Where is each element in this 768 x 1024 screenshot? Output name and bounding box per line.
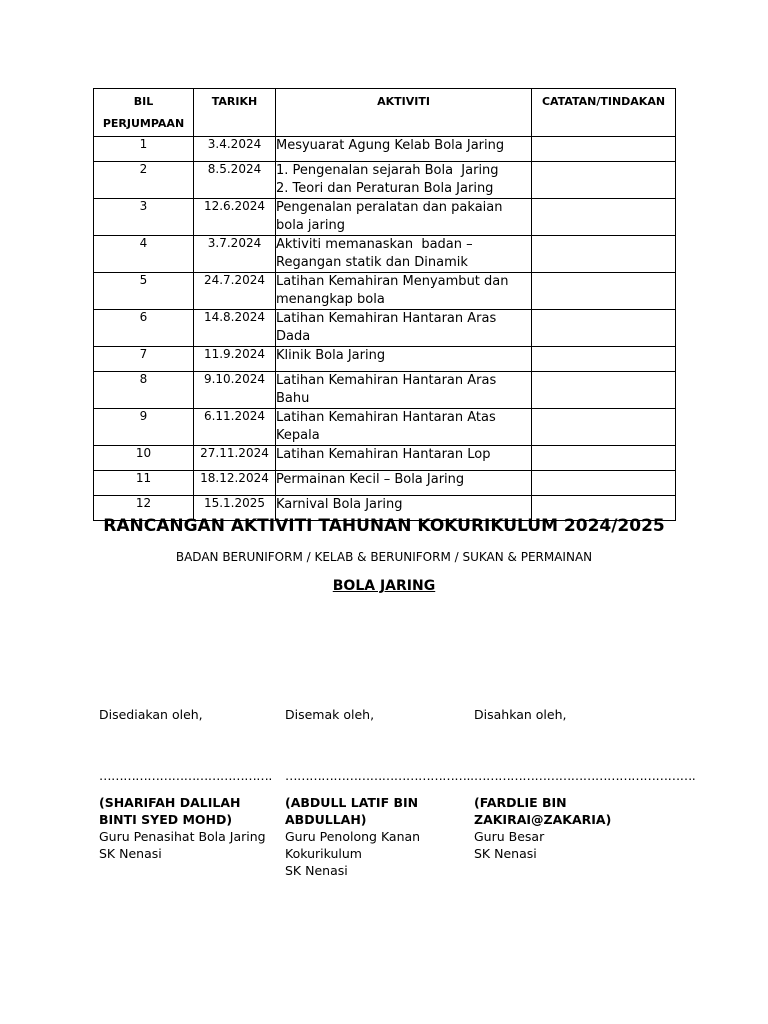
cell-tarikh-text: 27.11.2024 bbox=[200, 446, 269, 460]
cell-catatan bbox=[532, 310, 676, 347]
cell-aktiviti-text: Latihan Kemahiran Hantaran Lop bbox=[276, 447, 491, 462]
cell-aktiviti bbox=[276, 162, 532, 199]
cell-tarikh bbox=[194, 199, 276, 236]
cell-aktiviti bbox=[276, 199, 532, 236]
table-row bbox=[94, 162, 676, 199]
cell-aktiviti-text: Mesyuarat Agung Kelab Bola Jaring bbox=[276, 138, 505, 153]
header-catatan: CATATAN/TINDAKAN bbox=[532, 89, 676, 137]
table-row bbox=[94, 310, 676, 347]
cell-aktiviti-text: Karnival Bola Jaring bbox=[276, 497, 403, 512]
signature-prepared-by bbox=[99, 706, 272, 862]
signature-label: Disediakan oleh, bbox=[99, 707, 203, 722]
cell-tarikh bbox=[194, 347, 276, 372]
cell-aktiviti-text: Latihan Kemahiran Hantaran Atas Kepala bbox=[276, 410, 500, 443]
header-tarikh: TARIKH bbox=[194, 89, 276, 137]
cell-bil-text: 11 bbox=[135, 471, 152, 485]
cell-catatan bbox=[532, 372, 676, 409]
cell-tarikh bbox=[194, 310, 276, 347]
cell-bil bbox=[94, 162, 194, 199]
cell-catatan bbox=[532, 162, 676, 199]
cell-bil-text: 9 bbox=[139, 409, 148, 423]
signatory-name: (ABDULL LATIF BIN ABDULLAH) bbox=[285, 795, 419, 827]
cell-tarikh bbox=[194, 409, 276, 446]
cell-aktiviti bbox=[276, 446, 532, 471]
table-row bbox=[94, 236, 676, 273]
cell-aktiviti bbox=[276, 273, 532, 310]
cell-tarikh-text: 6.11.2024 bbox=[203, 409, 266, 423]
cell-bil bbox=[94, 236, 194, 273]
signatory-position: Guru Penolong Kanan Kokurikulum bbox=[285, 829, 421, 861]
header-bil-line2: PERJUMPAAN bbox=[102, 117, 185, 130]
cell-aktiviti-text: Latihan Kemahiran Menyambut dan menangkap bola bbox=[276, 274, 513, 307]
cell-bil bbox=[94, 372, 194, 409]
cell-aktiviti-text: 1. Pengenalan sejarah Bola Jaring 2. Teori dan Peraturan Bola Jaring bbox=[276, 163, 499, 196]
cell-tarikh bbox=[194, 236, 276, 273]
cell-tarikh-text: 8.5.2024 bbox=[207, 162, 262, 176]
cell-catatan bbox=[532, 446, 676, 471]
cell-catatan bbox=[532, 409, 676, 446]
subject-heading: BOLA JARING bbox=[332, 578, 436, 594]
cell-catatan bbox=[532, 199, 676, 236]
cell-tarikh bbox=[194, 446, 276, 471]
cell-bil bbox=[94, 409, 194, 446]
cell-tarikh-text: 14.8.2024 bbox=[203, 310, 266, 324]
cell-aktiviti-text: Latihan Kemahiran Hantaran Aras Bahu bbox=[276, 373, 501, 406]
cell-bil bbox=[94, 199, 194, 236]
signature-label: Disemak oleh, bbox=[285, 707, 375, 722]
cell-tarikh bbox=[194, 273, 276, 310]
table-row bbox=[94, 409, 676, 446]
cell-bil-text: 6 bbox=[139, 310, 148, 324]
cell-tarikh-text: 15.1.2025 bbox=[203, 496, 266, 510]
cell-bil bbox=[94, 471, 194, 496]
header-bil bbox=[94, 89, 194, 137]
cell-bil bbox=[94, 347, 194, 372]
header-aktiviti: AKTIVITI bbox=[276, 89, 532, 137]
cell-aktiviti bbox=[276, 137, 532, 162]
signatory-name: (SHARIFAH DALILAH BINTI SYED MOHD) bbox=[99, 795, 241, 827]
cell-tarikh-text: 11.9.2024 bbox=[203, 347, 266, 361]
signatory-school: SK Nenasi bbox=[99, 846, 162, 861]
table-header-row bbox=[94, 89, 676, 137]
cell-aktiviti-text: Aktiviti memanaskan badan – Regangan statik dan Dinamik bbox=[276, 237, 477, 270]
cell-bil-text: 10 bbox=[135, 446, 152, 460]
cell-tarikh-text: 3.4.2024 bbox=[207, 137, 262, 151]
signatory-school: SK Nenasi bbox=[285, 863, 348, 878]
table-row bbox=[94, 471, 676, 496]
signature-line: ……………………………………. bbox=[99, 768, 272, 783]
cell-bil-text: 4 bbox=[139, 236, 148, 250]
cell-bil bbox=[94, 446, 194, 471]
table-row bbox=[94, 273, 676, 310]
cell-tarikh-text: 18.12.2024 bbox=[200, 471, 269, 485]
cell-tarikh-text: 3.7.2024 bbox=[207, 236, 262, 250]
cell-aktiviti bbox=[276, 372, 532, 409]
cell-aktiviti-text: Latihan Kemahiran Hantaran Aras Dada bbox=[276, 311, 501, 344]
cell-aktiviti bbox=[276, 347, 532, 372]
cell-bil-text: 2 bbox=[139, 162, 148, 176]
signature-label: Disahkan oleh, bbox=[474, 707, 567, 722]
cell-aktiviti-text: Permainan Kecil – Bola Jaring bbox=[276, 472, 465, 487]
cell-catatan bbox=[532, 273, 676, 310]
cell-aktiviti bbox=[276, 409, 532, 446]
cell-tarikh bbox=[194, 372, 276, 409]
cell-aktiviti bbox=[276, 310, 532, 347]
cell-bil-text: 12 bbox=[135, 496, 152, 510]
cell-aktiviti bbox=[276, 236, 532, 273]
table-row bbox=[94, 372, 676, 409]
table-row bbox=[94, 347, 676, 372]
signature-line: ………………………………………………. bbox=[474, 768, 696, 783]
cell-bil bbox=[94, 137, 194, 162]
activity-table bbox=[93, 88, 676, 521]
table-row bbox=[94, 446, 676, 471]
cell-aktiviti-text: Pengenalan peralatan dan pakaian bola jaring bbox=[276, 200, 507, 233]
header-bil-line1: BIL bbox=[133, 95, 154, 108]
cell-catatan bbox=[532, 471, 676, 496]
cell-bil-text: 1 bbox=[139, 137, 148, 151]
signatory-position: Guru Penasihat Bola Jaring bbox=[99, 829, 266, 844]
cell-tarikh-text: 24.7.2024 bbox=[203, 273, 266, 287]
cell-tarikh bbox=[194, 162, 276, 199]
cell-catatan bbox=[532, 137, 676, 162]
cell-bil-text: 5 bbox=[139, 273, 148, 287]
signatory-position: Guru Besar bbox=[474, 829, 545, 844]
cell-catatan bbox=[532, 236, 676, 273]
cell-catatan bbox=[532, 347, 676, 372]
signature-approved-by bbox=[474, 706, 696, 862]
cell-bil-text: 7 bbox=[139, 347, 148, 361]
signature-line: ……………………………………….. bbox=[285, 768, 474, 783]
cell-tarikh-text: 12.6.2024 bbox=[203, 199, 266, 213]
cell-bil-text: 3 bbox=[139, 199, 148, 213]
cell-tarikh-text: 9.10.2024 bbox=[203, 372, 266, 386]
signatory-school: SK Nenasi bbox=[474, 846, 537, 861]
cell-aktiviti-text: Klinik Bola Jaring bbox=[276, 348, 386, 363]
cell-bil-text: 8 bbox=[139, 372, 148, 386]
cell-bil bbox=[94, 310, 194, 347]
page-title: RANCANGAN AKTIVITI TAHUNAN KOKURIKULUM 2024/2025 bbox=[103, 516, 665, 536]
table-row bbox=[94, 199, 676, 236]
cell-aktiviti bbox=[276, 471, 532, 496]
signatory-name: (FARDLIE BIN ZAKIRAI@ZAKARIA) bbox=[474, 795, 612, 827]
cell-tarikh bbox=[194, 471, 276, 496]
table-row bbox=[94, 137, 676, 162]
page-subtitle: BADAN BERUNIFORM / KELAB & BERUNIFORM / SUKAN & PERMAINAN bbox=[175, 550, 593, 564]
signature-reviewed-by bbox=[285, 706, 474, 879]
cell-bil bbox=[94, 273, 194, 310]
cell-tarikh bbox=[194, 137, 276, 162]
